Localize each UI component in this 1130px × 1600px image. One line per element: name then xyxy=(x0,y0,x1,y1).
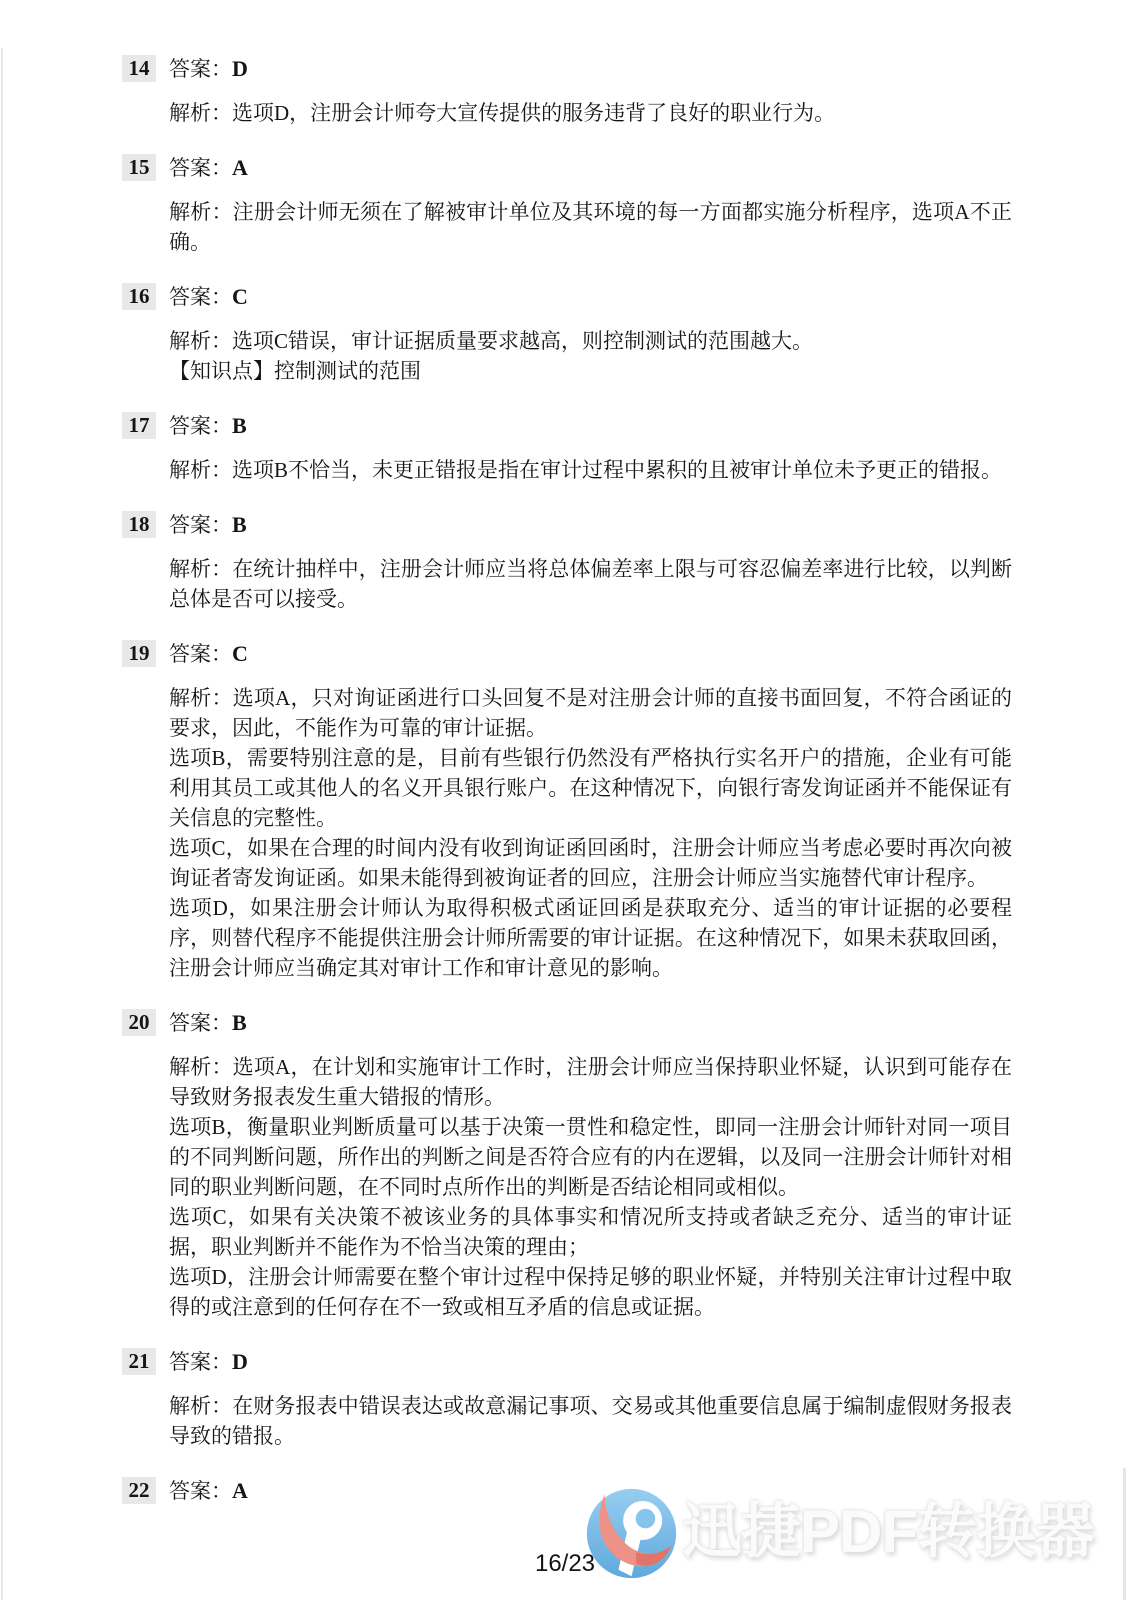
analysis-paragraph: 选项B，需要特别注意的是，目前有些银行仍然没有严格执行实名开户的措施，企业有可能利用其员工或其他人的名义开具银行账户。在这种情况下，向银行寄发询证函并不能保证有关信息的完整性。 xyxy=(169,746,1012,830)
item-body xyxy=(169,154,1012,257)
answer-label: 答案： xyxy=(169,642,232,666)
answer-line xyxy=(169,511,1012,539)
analysis-paragraph: 选项B，衡量职业判断质量可以基于决策一贯性和稳定性，即同一注册会计师针对同一项目的不同判断问题，所作出的判断之间是否符合应有的内在逻辑，以及同一注册会计师针对相同的职业判断问题，在不同时点所作出的判断是否结论相同或相似。 xyxy=(169,1115,1012,1199)
item-number-badge: 18 xyxy=(122,511,156,538)
answer-item xyxy=(122,640,1012,983)
item-number-badge: 15 xyxy=(122,154,156,181)
item-body xyxy=(169,1009,1012,1322)
item-body xyxy=(169,412,1012,485)
answer-line xyxy=(169,640,1012,668)
analysis-paragraph: 解析：选项C错误，审计证据质量要求越高，则控制测试的范围越大。 xyxy=(169,329,814,353)
item-number-badge: 16 xyxy=(122,283,156,310)
page-left-edge-line xyxy=(1,48,3,1600)
answer-letter: D xyxy=(232,1349,248,1374)
analysis-paragraph: 解析：选项A，只对询证函进行口头回复不是对注册会计师的直接书面回复，不符合函证的要求，因此，不能作为可靠的审计证据。 xyxy=(169,686,1012,740)
answer-letter: C xyxy=(232,284,248,309)
analysis-paragraph: 选项C，如果在合理的时间内没有收到询证函回函时，注册会计师应当考虑必要时再次向被询证者寄发询证函。如果未能得到被询证者的回应，注册会计师应当实施替代审计程序。 xyxy=(169,836,1012,890)
analysis-paragraph: 解析：选项B不恰当，未更正错报是指在审计过程中累积的且被审计单位未予更正的错报。 xyxy=(169,458,1003,482)
answer-line xyxy=(169,154,1012,182)
answer-line xyxy=(169,55,1012,83)
answer-line xyxy=(169,412,1012,440)
analysis-paragraph: 选项D，注册会计师需要在整个审计过程中保持足够的职业怀疑，并特别关注审计过程中取得的或注意到的任何存在不一致或相互矛盾的信息或证据。 xyxy=(169,1265,1012,1319)
answer-letter: B xyxy=(232,413,247,438)
answer-letter: D xyxy=(232,56,248,81)
answer-label: 答案： xyxy=(169,414,232,438)
analysis-paragraph: 解析：选项A，在计划和实施审计工作时，注册会计师应当保持职业怀疑，认识到可能存在导致财务报表发生重大错报的情形。 xyxy=(169,1055,1012,1109)
answer-letter: B xyxy=(232,1010,247,1035)
answer-letter: C xyxy=(232,641,248,666)
page-number: 16/23 xyxy=(534,1550,596,1577)
answer-label: 答案： xyxy=(169,57,232,81)
answer-item xyxy=(122,511,1012,614)
analysis-paragraph: 选项D，如果注册会计师认为取得积极式函证回函是获取充分、适当的审计证据的必要程序，则替代程序不能提供注册会计师所需要的审计证据。在这种情况下，如果未获取回函，注册会计师应当确定其对审计工作和审计意见的影响。 xyxy=(169,896,1012,980)
analysis-paragraph: 选项C，如果有关决策不被该业务的具体事实和情况所支持或者缺乏充分、适当的审计证据，职业判断并不能作为不恰当决策的理由； xyxy=(169,1205,1012,1259)
answer-item xyxy=(122,154,1012,257)
answer-item xyxy=(122,1009,1012,1322)
answer-label: 答案： xyxy=(169,1479,232,1503)
analysis-paragraph: 解析：注册会计师无须在了解被审计单位及其环境的每一方面都实施分析程序，选项A不正确。 xyxy=(169,200,1012,254)
answer-line xyxy=(169,283,1012,311)
answer-item xyxy=(122,55,1012,128)
answer-line xyxy=(169,1348,1012,1376)
answer-letter: B xyxy=(232,512,247,537)
watermark-text: 迅捷PDF转换器 xyxy=(682,1498,1094,1565)
answer-label: 答案： xyxy=(169,156,232,180)
item-number-badge: 22 xyxy=(122,1477,156,1504)
analysis-paragraph: 解析：选项D，注册会计师夸大宣传提供的服务违背了良好的职业行为。 xyxy=(169,101,836,125)
answer-item xyxy=(122,283,1012,386)
analysis-paragraph: 解析：在统计抽样中，注册会计师应当将总体偏差率上限与可容忍偏差率进行比较，以判断总体是否可以接受。 xyxy=(169,557,1012,611)
item-number-badge: 14 xyxy=(122,55,156,82)
item-number-badge: 21 xyxy=(122,1348,156,1375)
item-body xyxy=(169,283,1012,386)
item-number-badge: 20 xyxy=(122,1009,156,1036)
answer-label: 答案： xyxy=(169,1011,232,1035)
answer-item xyxy=(122,412,1012,485)
answers-list xyxy=(122,55,1012,1546)
item-body xyxy=(169,640,1012,983)
item-body xyxy=(169,55,1012,128)
page-right-edge-artifact xyxy=(1123,1468,1126,1600)
analysis-paragraph: 解析：在财务报表中错误表达或故意漏记事项、交易或其他重要信息属于编制虚假财务报表导致的错报。 xyxy=(169,1394,1012,1448)
item-body xyxy=(169,511,1012,614)
item-body xyxy=(169,1348,1012,1451)
answer-letter: A xyxy=(232,1478,248,1503)
answer-letter: A xyxy=(232,155,248,180)
item-number-badge: 17 xyxy=(122,412,156,439)
item-number-badge: 19 xyxy=(122,640,156,667)
answer-item xyxy=(122,1348,1012,1451)
analysis-paragraph: 【知识点】控制测试的范围 xyxy=(169,359,421,383)
answer-label: 答案： xyxy=(169,1350,232,1374)
answer-line xyxy=(169,1009,1012,1037)
answer-label: 答案： xyxy=(169,513,232,537)
answer-label: 答案： xyxy=(169,285,232,309)
